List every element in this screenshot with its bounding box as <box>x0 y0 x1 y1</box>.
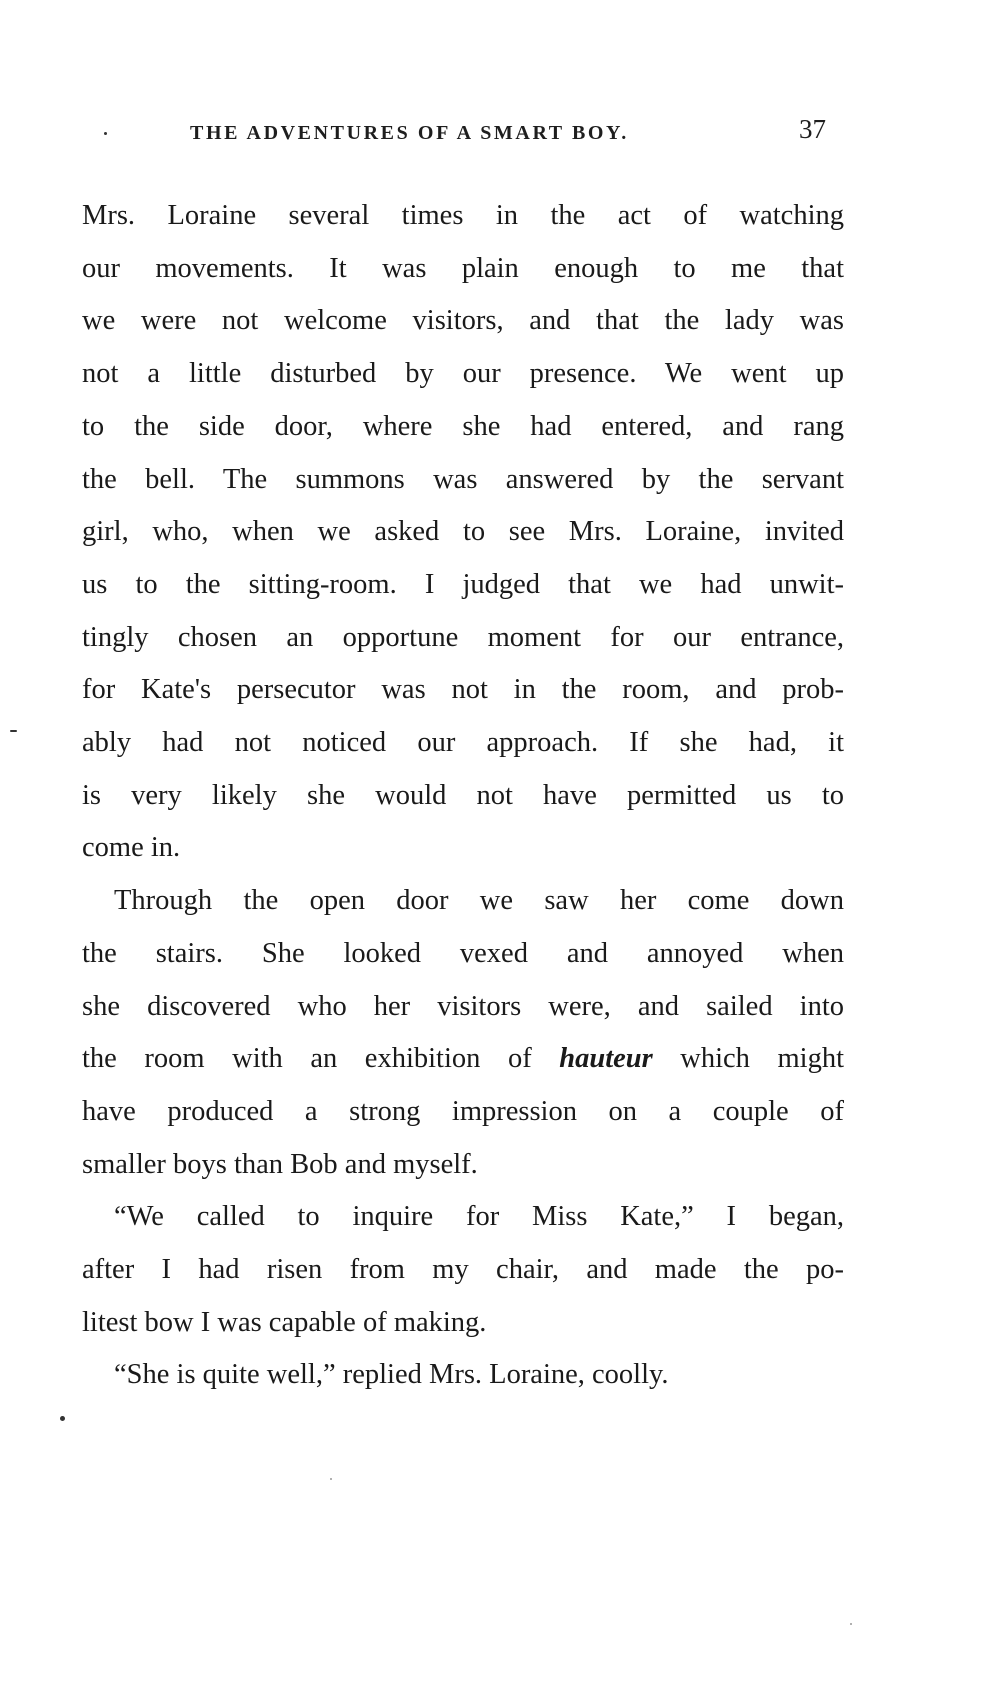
print-speck <box>330 1478 332 1480</box>
print-speck <box>850 1623 852 1625</box>
text-line-with-italic <box>82 1033 844 1086</box>
paragraph-3 <box>82 1191 844 1349</box>
text-line: the stairs. She looked vexed and annoyed when <box>82 937 844 969</box>
body-text <box>82 190 844 1402</box>
text-line: for Kate's persecutor was not in the room, and prob- <box>82 674 844 706</box>
text-line: she discovered who her visitors were, and sailed into <box>82 990 844 1022</box>
print-speck <box>104 132 107 135</box>
text-line: the bell. The summons was answered by the servant <box>82 463 844 495</box>
text-line: our movements. It was plain enough to me that <box>82 252 844 284</box>
text-line: ably had not noticed our approach. If she had, it <box>82 727 844 759</box>
text-line: have produced a strong impression on a couple of <box>82 1095 844 1127</box>
print-speck <box>10 730 17 732</box>
text-line: to the side door, where she had entered, and rang <box>82 410 844 442</box>
text-line: come in. <box>82 832 181 864</box>
page-number: 37 <box>799 114 826 144</box>
text-line: tingly chosen an opportune moment for our entrance, <box>82 621 844 653</box>
text-line: we were not welcome visitors, and that the lady was <box>82 305 844 337</box>
text-line: is very likely she would not have permitted us to <box>82 779 844 811</box>
text-line: smaller boys than Bob and myself. <box>82 1148 478 1180</box>
print-speck <box>60 1416 65 1421</box>
text-line: “She is quite well,” replied Mrs. Loraine, coolly. <box>114 1359 669 1391</box>
italic-word: hauteur <box>559 1043 653 1075</box>
text-line: litest bow I was capable of making. <box>82 1306 487 1338</box>
paragraph-2 <box>82 875 844 1191</box>
text-line: Mrs. Loraine several times in the act of watching <box>82 200 844 231</box>
paragraph-4 <box>82 1349 844 1402</box>
text-line: Through the open door we saw her come down <box>114 885 844 917</box>
text-line: “We called to inquire for Miss Kate,” I began, <box>114 1201 844 1233</box>
text-run: which might <box>652 1043 845 1075</box>
paragraph-1 <box>82 190 844 875</box>
text-line: after I had risen from my chair, and made the po- <box>82 1254 844 1286</box>
text-run: the room with an exhibition of <box>82 1043 560 1075</box>
text-line: girl, who, when we asked to see Mrs. Loraine, invited <box>82 516 844 548</box>
text-line: not a little disturbed by our presence. We went up <box>82 358 844 390</box>
text-line: us to the sitting-room. I judged that we had unwit- <box>82 568 844 600</box>
running-head: THE ADVENTURES OF A SMART BOY. <box>190 122 629 144</box>
